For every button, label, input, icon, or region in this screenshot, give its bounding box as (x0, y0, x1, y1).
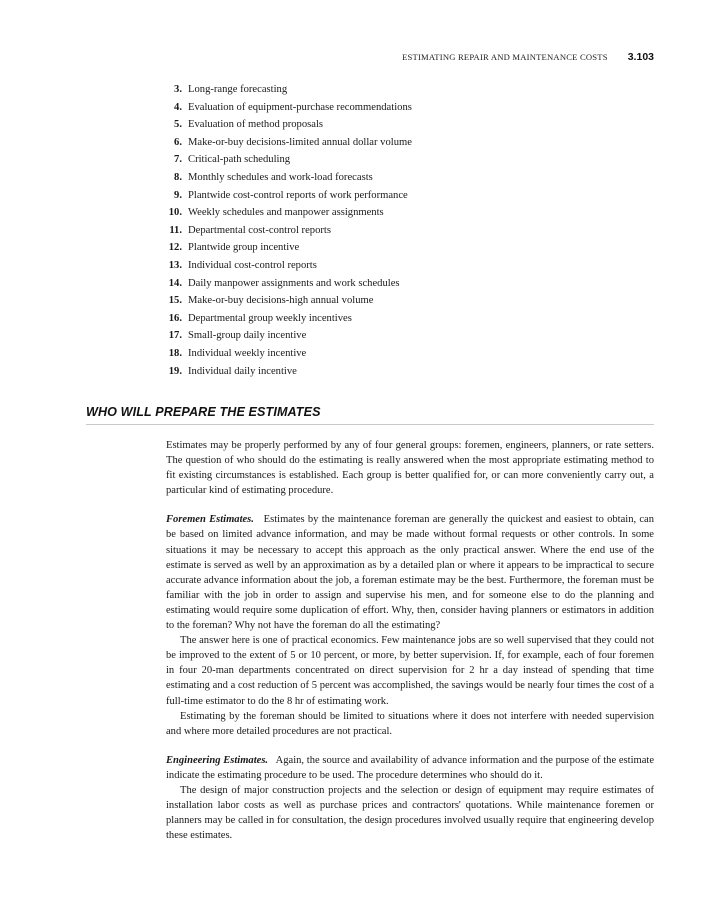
list-text: Plantwide cost-control reports of work performance (188, 189, 408, 201)
list-number: 13. (168, 259, 182, 271)
list-number: 9. (174, 189, 182, 201)
list-text: Small-group daily incentive (188, 330, 307, 342)
list-item (164, 345, 412, 363)
list-number: 19. (168, 365, 182, 377)
list-item (164, 81, 412, 99)
list-number: 4. (174, 101, 182, 113)
foremen-text-1: Estimates by the maintenance foreman are generally the quickest and easiest to obtain, can be based on limited advance information, and may be made without formal requests or other controls. In some situations it may be necessary to accept this approach as the only practical answer. Where the end use of the estimate is served as well by an approximation as by a detailed plan or where it appears to be impractical to secure accurate advance information about the job, a foreman estimate may be the best. Furthermore, the foreman must be familiar with the job in order to assign and supervise his men, and for someone else to do the planning and estimating would require some duplication of effort. Why, then, consider having planners or estimators in addition to the foreman? Why not have the foreman do all the estimating? (166, 514, 654, 632)
list-item (164, 257, 412, 275)
engineering-runin-heading: Engineering Estimates. (166, 754, 269, 766)
list-item (164, 222, 412, 240)
running-head (402, 51, 654, 63)
list-item (164, 292, 412, 310)
section-heading: WHO WILL PREPARE THE ESTIMATES (86, 405, 321, 419)
list-number: 3. (174, 84, 182, 95)
list-text: Evaluation of equipment-purchase recommendations (188, 101, 412, 113)
foremen-paragraph-3: Estimating by the foreman should be limited to situations where it does not interfere with needed supervision and where more detailed procedures are not practical. (166, 710, 654, 737)
list-number: 12. (168, 242, 182, 254)
list-number: 15. (168, 295, 182, 307)
list-item (164, 275, 412, 293)
list-text: Daily manpower assignments and work schedules (188, 277, 400, 289)
list-item (164, 151, 412, 169)
list-text: Monthly schedules and work-load forecasts (188, 171, 373, 183)
list-number: 6. (174, 136, 182, 148)
list-item (164, 187, 412, 205)
list-text: Critical-path scheduling (188, 154, 291, 166)
list-number: 7. (174, 154, 182, 166)
list-text: Individual daily incentive (188, 365, 297, 377)
list-number: 10. (168, 207, 182, 219)
list-item (164, 327, 412, 345)
intro-paragraph: Estimates may be properly performed by any of four general groups: foremen, engineers, planners, or rate setters. The question of who should do the estimating is really answered when the most appropriate estimating method to fit existing circumstances is established. Each group is better qualified for, or can more conveniently carry out, a particular kind of estimating procedure. (166, 440, 654, 497)
foremen-paragraph-2: The answer here is one of practical economics. Few maintenance jobs are so well supervised that they could not be improved to the extent of 5 or 10 percent, or more, by better supervision. If, for example, each of four foremen in four 20-man departments concentrated on direct supervision for 2 hr a day instead of spending that time estimating and a cost reduction of 5 percent was accomplished, the savings would be nearly four times the cost of a full-time estimator to do the 8 hr of estimating work. (166, 635, 654, 707)
list-text: Evaluation of method proposals (188, 119, 324, 131)
list-text: Weekly schedules and manpower assignments (188, 207, 384, 219)
list-text: Plantwide group incentive (188, 242, 300, 254)
heading-rule (86, 424, 654, 425)
numbered-list (164, 81, 412, 380)
list-number: 5. (174, 119, 182, 131)
list-item (164, 363, 412, 381)
list-number: 18. (168, 347, 182, 359)
list-text: Departmental cost-control reports (188, 224, 331, 236)
foremen-paragraph-1 (166, 512, 654, 633)
list-item (164, 116, 412, 134)
list-number: 8. (174, 171, 182, 183)
list-text: Make-or-buy decisions-limited annual dollar volume (188, 136, 412, 148)
section-body (166, 438, 654, 843)
engineering-text-1: Again, the source and availability of advance information and the purpose of the estimate indicate the estimating procedure to be used. The procedure determines who should do it. (166, 754, 654, 781)
engineering-paragraph-2: The design of major construction projects and the selection or design of equipment may require estimates of installation labor costs as well as purchase prices and contractors' quotations. While maintenance foremen or planners may be called in for consultation, the design procedures involved usually require that engineering develop these estimates. (166, 784, 654, 842)
running-title: ESTIMATING REPAIR AND MAINTENANCE COSTS (402, 52, 608, 62)
list-item (164, 204, 412, 222)
page-number: 3.103 (627, 51, 654, 63)
list-item (164, 99, 412, 117)
list-item (164, 239, 412, 257)
list-text: Departmental group weekly incentives (188, 312, 352, 324)
list-item (164, 310, 412, 328)
list-number: 17. (168, 330, 182, 342)
list-text: Make-or-buy decisions-high annual volume (188, 295, 374, 307)
list-text: Individual weekly incentive (188, 347, 307, 359)
list-text: Long-range forecasting (188, 84, 288, 95)
list-item (164, 134, 412, 152)
list-number: 11. (169, 224, 182, 236)
list-text: Individual cost-control reports (188, 259, 317, 271)
list-number: 14. (168, 277, 182, 289)
foremen-runin-heading: Foremen Estimates. (166, 514, 254, 526)
list-item (164, 169, 412, 187)
engineering-paragraph-1 (166, 753, 654, 783)
list-number: 16. (168, 312, 182, 324)
